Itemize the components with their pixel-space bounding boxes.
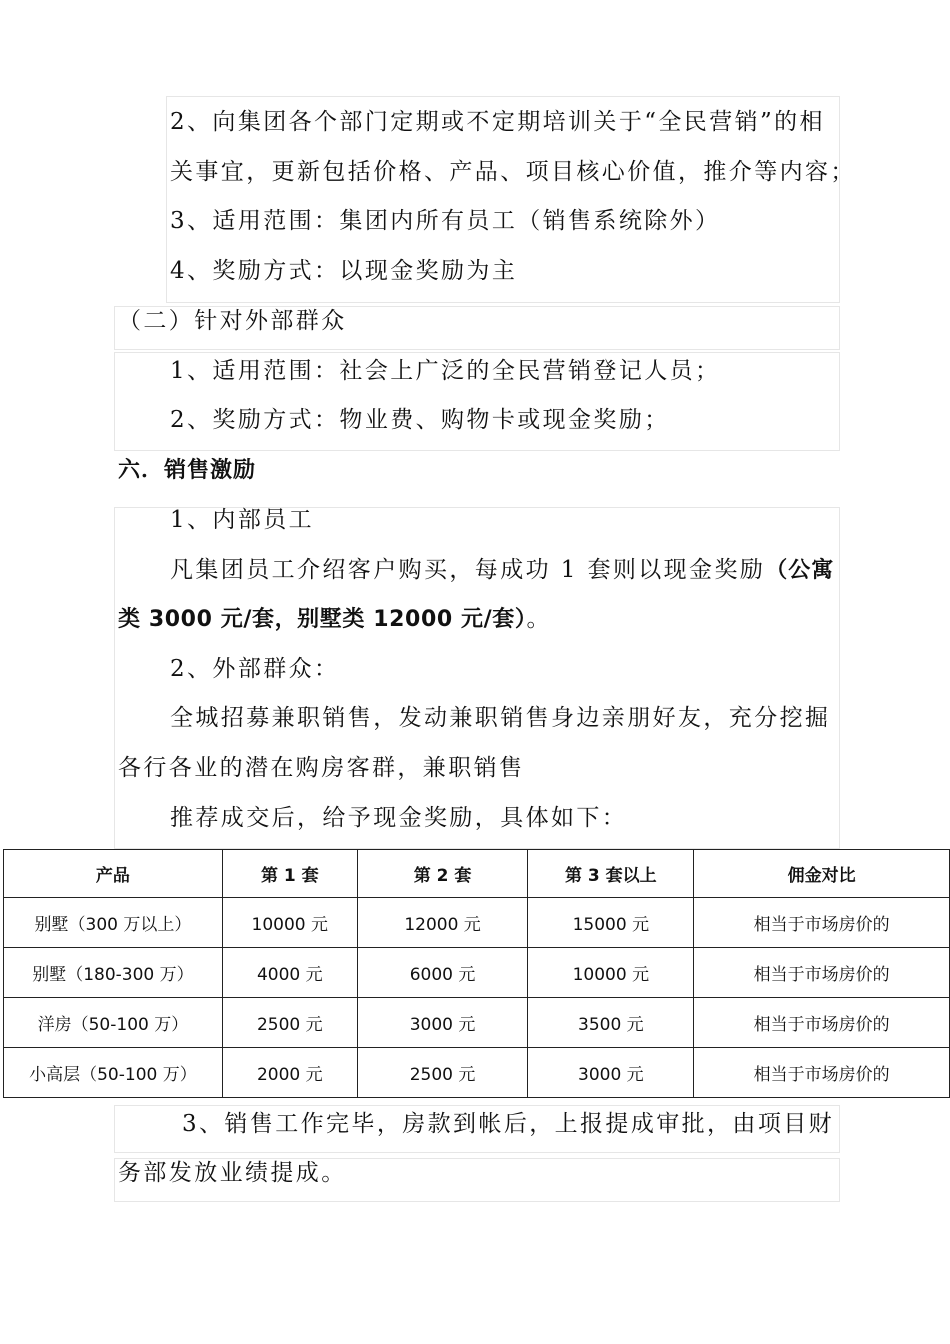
table-cell: 相当于市场房价的	[694, 1048, 950, 1098]
paragraph-recruit-line-1: 全城招募兼职销售，发动兼职销售身边亲朋好友，充分挖掘	[170, 705, 831, 731]
paragraph-training-line-1: 2、向集团各个部门定期或不定期培训关于“全民营销”的相	[170, 109, 825, 135]
table-header-cell: 产品	[4, 850, 223, 898]
internal-reward-text: 凡集团员工介绍客户购买，每成功 1 套则以现金奖励	[170, 557, 766, 583]
table-cell: 15000 元	[528, 898, 694, 948]
table-cell: 洋房（50-100 万）	[4, 998, 223, 1048]
paragraph-reward-external: 2、奖励方式：物业费、购物卡或现金奖励；	[170, 407, 670, 433]
paragraph-internal-staff: 1、内部员工	[170, 507, 315, 533]
paragraph-reward-intro: 推荐成交后，给予现金奖励，具体如下：	[170, 805, 628, 831]
table-row	[4, 948, 950, 998]
table-cell: 10000 元	[528, 948, 694, 998]
table-cell: 小高层（50-100 万）	[4, 1048, 223, 1098]
table-cell: 相当于市场房价的	[694, 998, 950, 1048]
table-cell: 12000 元	[357, 898, 528, 948]
table-cell: 3500 元	[528, 998, 694, 1048]
table-cell: 2500 元	[222, 998, 357, 1048]
table-cell: 4000 元	[222, 948, 357, 998]
paragraph-external-public: 2、外部群众：	[170, 656, 340, 682]
table-cell: 相当于市场房价的	[694, 898, 950, 948]
paragraph-internal-reward-line-2	[118, 604, 552, 635]
internal-reward-bold-start: （公寓	[765, 558, 835, 583]
table-header-cell: 佣金对比	[694, 850, 950, 898]
paragraph-scope-external: 1、适用范围：社会上广泛的全民营销登记人员；	[170, 358, 721, 384]
reward-table	[3, 849, 950, 1098]
paragraph-scope-internal: 3、适用范围：集团内所有员工（销售系统除外）	[170, 208, 721, 234]
section-external-heading: （二）针对外部群众	[118, 308, 347, 334]
paragraph-reward-internal: 4、奖励方式：以现金奖励为主	[170, 258, 518, 284]
paragraph-settlement-line-1: 3、销售工作完毕，房款到帐后，上报提成审批，由项目财	[182, 1111, 835, 1137]
table-header-cell: 第 3 套以上	[528, 850, 694, 898]
internal-reward-bold-amounts: 类 3000 元/套，别墅类 12000 元/套）	[118, 607, 527, 632]
table-row	[4, 1048, 950, 1098]
table-header-cell: 第 2 套	[357, 850, 528, 898]
table-cell: 6000 元	[357, 948, 528, 998]
paragraph-recruit-line-2: 各行各业的潜在购房客群，兼职销售	[118, 755, 525, 781]
paragraph-internal-reward-line-1	[170, 555, 834, 586]
table-cell: 别墅（300 万以上）	[4, 898, 223, 948]
table-header-cell: 第 1 套	[222, 850, 357, 898]
heading-sales-incentive: 六．销售激励	[118, 458, 257, 483]
table-cell: 10000 元	[222, 898, 357, 948]
internal-reward-period: 。	[526, 606, 552, 632]
table-cell: 2500 元	[357, 1048, 528, 1098]
table-cell: 3000 元	[357, 998, 528, 1048]
table-header-row	[4, 850, 950, 898]
table-cell: 2000 元	[222, 1048, 357, 1098]
paragraph-settlement-line-2: 务部发放业绩提成。	[118, 1160, 347, 1186]
paragraph-training-line-2: 关事宜，更新包括价格、产品、项目核心价值，推介等内容；	[170, 159, 856, 185]
table-row	[4, 898, 950, 948]
table-cell: 3000 元	[528, 1048, 694, 1098]
table-cell: 别墅（180-300 万）	[4, 948, 223, 998]
table-cell: 相当于市场房价的	[694, 948, 950, 998]
table-row	[4, 998, 950, 1048]
